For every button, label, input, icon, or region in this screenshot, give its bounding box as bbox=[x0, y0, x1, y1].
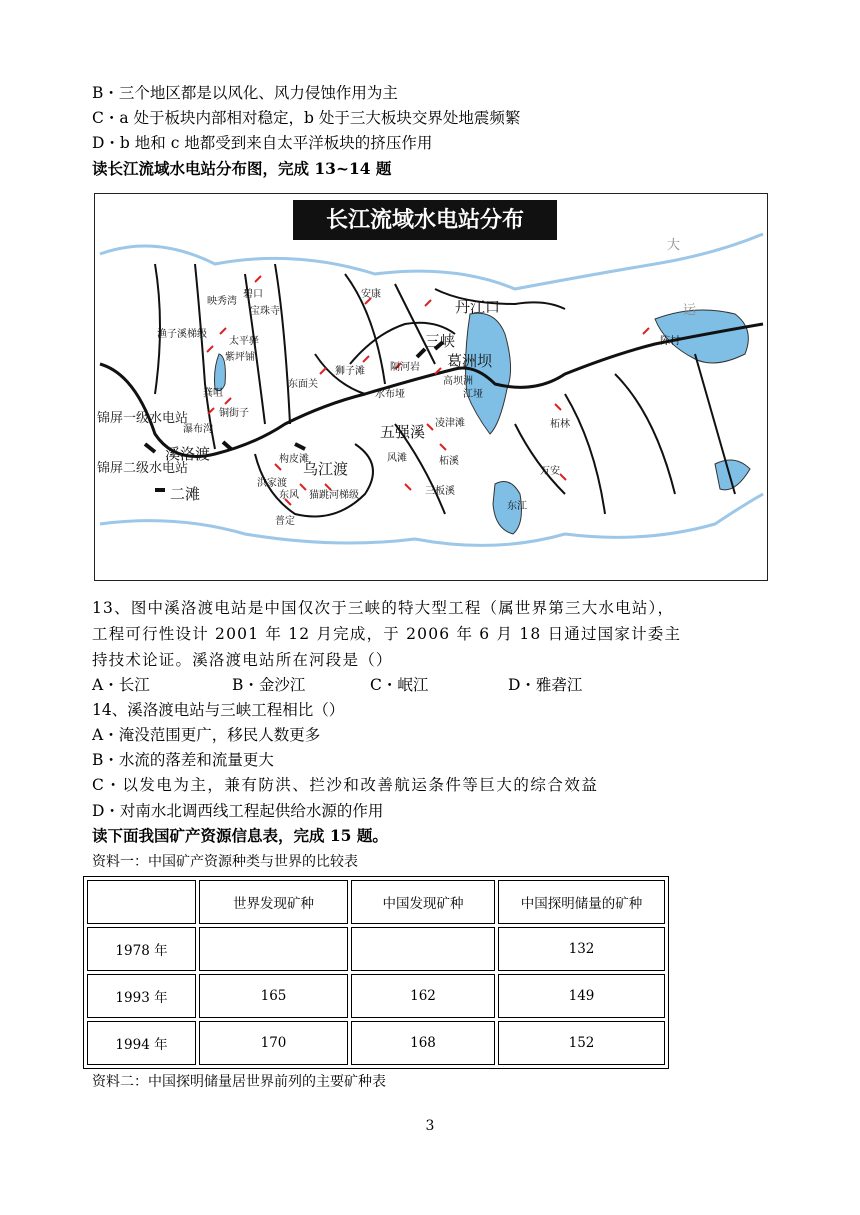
table-cell bbox=[199, 927, 348, 971]
option-d-text: D・b 地和 c 地都受到来自太平洋板块的挤压作用 bbox=[92, 134, 433, 152]
svg-text:太平驿: 太平驿 bbox=[229, 336, 259, 347]
table-cell: 1978 年 bbox=[87, 927, 196, 971]
svg-text:龚咀: 龚咀 bbox=[203, 388, 223, 399]
q13-option-a: A・长江 bbox=[92, 676, 150, 694]
svg-text:碧口: 碧口 bbox=[243, 289, 263, 300]
svg-text:锦屏一级水电站: 锦屏一级水电站 bbox=[97, 411, 189, 426]
svg-text:溪洛渡: 溪洛渡 bbox=[165, 445, 211, 463]
table-header-cell: 中国探明储量的矿种 bbox=[498, 880, 665, 924]
svg-text:隔河岩: 隔河岩 bbox=[390, 362, 420, 373]
svg-text:狮子滩: 狮子滩 bbox=[335, 366, 365, 377]
svg-text:万安: 万安 bbox=[540, 466, 560, 477]
table-row bbox=[87, 1021, 665, 1065]
table-cell: 162 bbox=[351, 974, 495, 1018]
svg-text:大: 大 bbox=[667, 238, 681, 253]
svg-text:丹江口: 丹江口 bbox=[455, 298, 501, 316]
svg-text:凌津滩: 凌津滩 bbox=[435, 418, 465, 429]
svg-text:水布垭: 水布垭 bbox=[375, 389, 405, 400]
svg-text:锦屏二级水电站: 锦屏二级水电站 bbox=[97, 461, 189, 476]
svg-text:东江: 东江 bbox=[507, 501, 527, 512]
svg-text:构皮滩: 构皮滩 bbox=[279, 454, 309, 465]
question-13-line3: 持技术论证。溪洛渡电站所在河段是（） bbox=[92, 651, 393, 669]
table-header-row bbox=[87, 880, 665, 924]
table-cell: 165 bbox=[199, 974, 348, 1018]
page-number: 3 bbox=[425, 1118, 435, 1134]
svg-text:葛洲坝: 葛洲坝 bbox=[447, 352, 493, 370]
svg-text:五强溪: 五强溪 bbox=[380, 423, 426, 441]
svg-text:陈村: 陈村 bbox=[660, 336, 680, 347]
source-1-caption: 资料一：中国矿产资源种类与世界的比较表 bbox=[92, 854, 358, 870]
svg-text:安康: 安康 bbox=[361, 289, 381, 300]
svg-text:普定: 普定 bbox=[275, 516, 295, 527]
table-cell: 1993 年 bbox=[87, 974, 196, 1018]
table-header-cell: 世界发现矿种 bbox=[199, 880, 348, 924]
question-13-line1: 13、图中溪洛渡电站是中国仅次于三峡的特大型工程（属世界第三大水电站）， bbox=[92, 599, 675, 617]
question-13-line2: 工程可行性设计 2001 年 12 月完成，于 2006 年 6 月 18 日通过国家计委主 bbox=[92, 625, 682, 643]
table-header-cell bbox=[87, 880, 196, 924]
q13-option-c: C・岷江 bbox=[370, 676, 429, 694]
svg-text:乌江渡: 乌江渡 bbox=[303, 460, 349, 478]
svg-text:柘溪: 柘溪 bbox=[439, 456, 459, 467]
table-cell: 132 bbox=[498, 927, 665, 971]
svg-text:三峡: 三峡 bbox=[425, 332, 456, 350]
svg-text:东面关: 东面关 bbox=[288, 379, 318, 390]
q14-option-b: B・水流的落差和流量更大 bbox=[92, 751, 274, 769]
option-c-text: C・a 处于板块内部相对稳定，b 处于三大板块交界处地震频繁 bbox=[92, 109, 521, 127]
question-15-intro: 读下面我国矿产资源信息表，完成 15 题。 bbox=[92, 826, 388, 845]
svg-text:瀑布沟: 瀑布沟 bbox=[183, 424, 213, 435]
table-cell: 149 bbox=[498, 974, 665, 1018]
table-cell: 168 bbox=[351, 1021, 495, 1065]
question-13-options bbox=[92, 674, 792, 696]
svg-text:三板溪: 三板溪 bbox=[425, 486, 455, 497]
question-14-stem: 14、溪洛渡电站与三峡工程相比（） bbox=[92, 701, 345, 719]
table-row bbox=[87, 974, 665, 1018]
svg-text:二滩: 二滩 bbox=[170, 485, 201, 503]
svg-text:江垭: 江垭 bbox=[463, 389, 483, 400]
map-title: 长江流域水电站分布 bbox=[325, 208, 525, 233]
source-2-caption: 资料二：中国探明储量居世界前列的主要矿种表 bbox=[92, 1074, 386, 1090]
q13-option-d: D・雅砻江 bbox=[508, 676, 583, 694]
table-cell bbox=[351, 927, 495, 971]
svg-text:猫跳河梯级: 猫跳河梯级 bbox=[309, 490, 359, 501]
option-b-text: B・三个地区都是以风化、风力侵蚀作用为主 bbox=[92, 84, 398, 102]
svg-text:东风: 东风 bbox=[279, 490, 299, 501]
svg-text:渔子溪梯级: 渔子溪梯级 bbox=[157, 329, 207, 340]
mineral-comparison-table bbox=[83, 876, 669, 1069]
svg-text:风滩: 风滩 bbox=[387, 453, 407, 464]
map-instruction: 读长江流域水电站分布图，完成 13~14 题 bbox=[92, 159, 392, 178]
svg-text:铜街子: 铜街子 bbox=[219, 408, 249, 419]
q13-option-b: B・金沙江 bbox=[232, 676, 306, 694]
svg-text:洪家渡: 洪家渡 bbox=[257, 478, 287, 489]
svg-text:柘林: 柘林 bbox=[550, 419, 570, 430]
q14-option-a: A・淹没范围更广，移民人数更多 bbox=[92, 726, 321, 744]
table-cell: 170 bbox=[199, 1021, 348, 1065]
svg-text:运: 运 bbox=[683, 303, 697, 318]
table-row bbox=[87, 927, 665, 971]
q14-option-c: C・以发电为主，兼有防洪、拦沙和改善航运条件等巨大的综合效益 bbox=[92, 776, 599, 794]
table-cell: 152 bbox=[498, 1021, 665, 1065]
svg-text:宝珠寺: 宝珠寺 bbox=[250, 306, 280, 317]
svg-text:映秀湾: 映秀湾 bbox=[207, 296, 237, 307]
svg-text:高坝洲: 高坝洲 bbox=[443, 376, 473, 387]
svg-text:紫坪铺: 紫坪铺 bbox=[225, 352, 255, 363]
table-header-cell: 中国发现矿种 bbox=[351, 880, 495, 924]
q14-option-d: D・对南水北调西线工程起供给水源的作用 bbox=[92, 802, 384, 820]
yangtze-hydropower-map bbox=[94, 193, 768, 581]
table-cell: 1994 年 bbox=[87, 1021, 196, 1065]
